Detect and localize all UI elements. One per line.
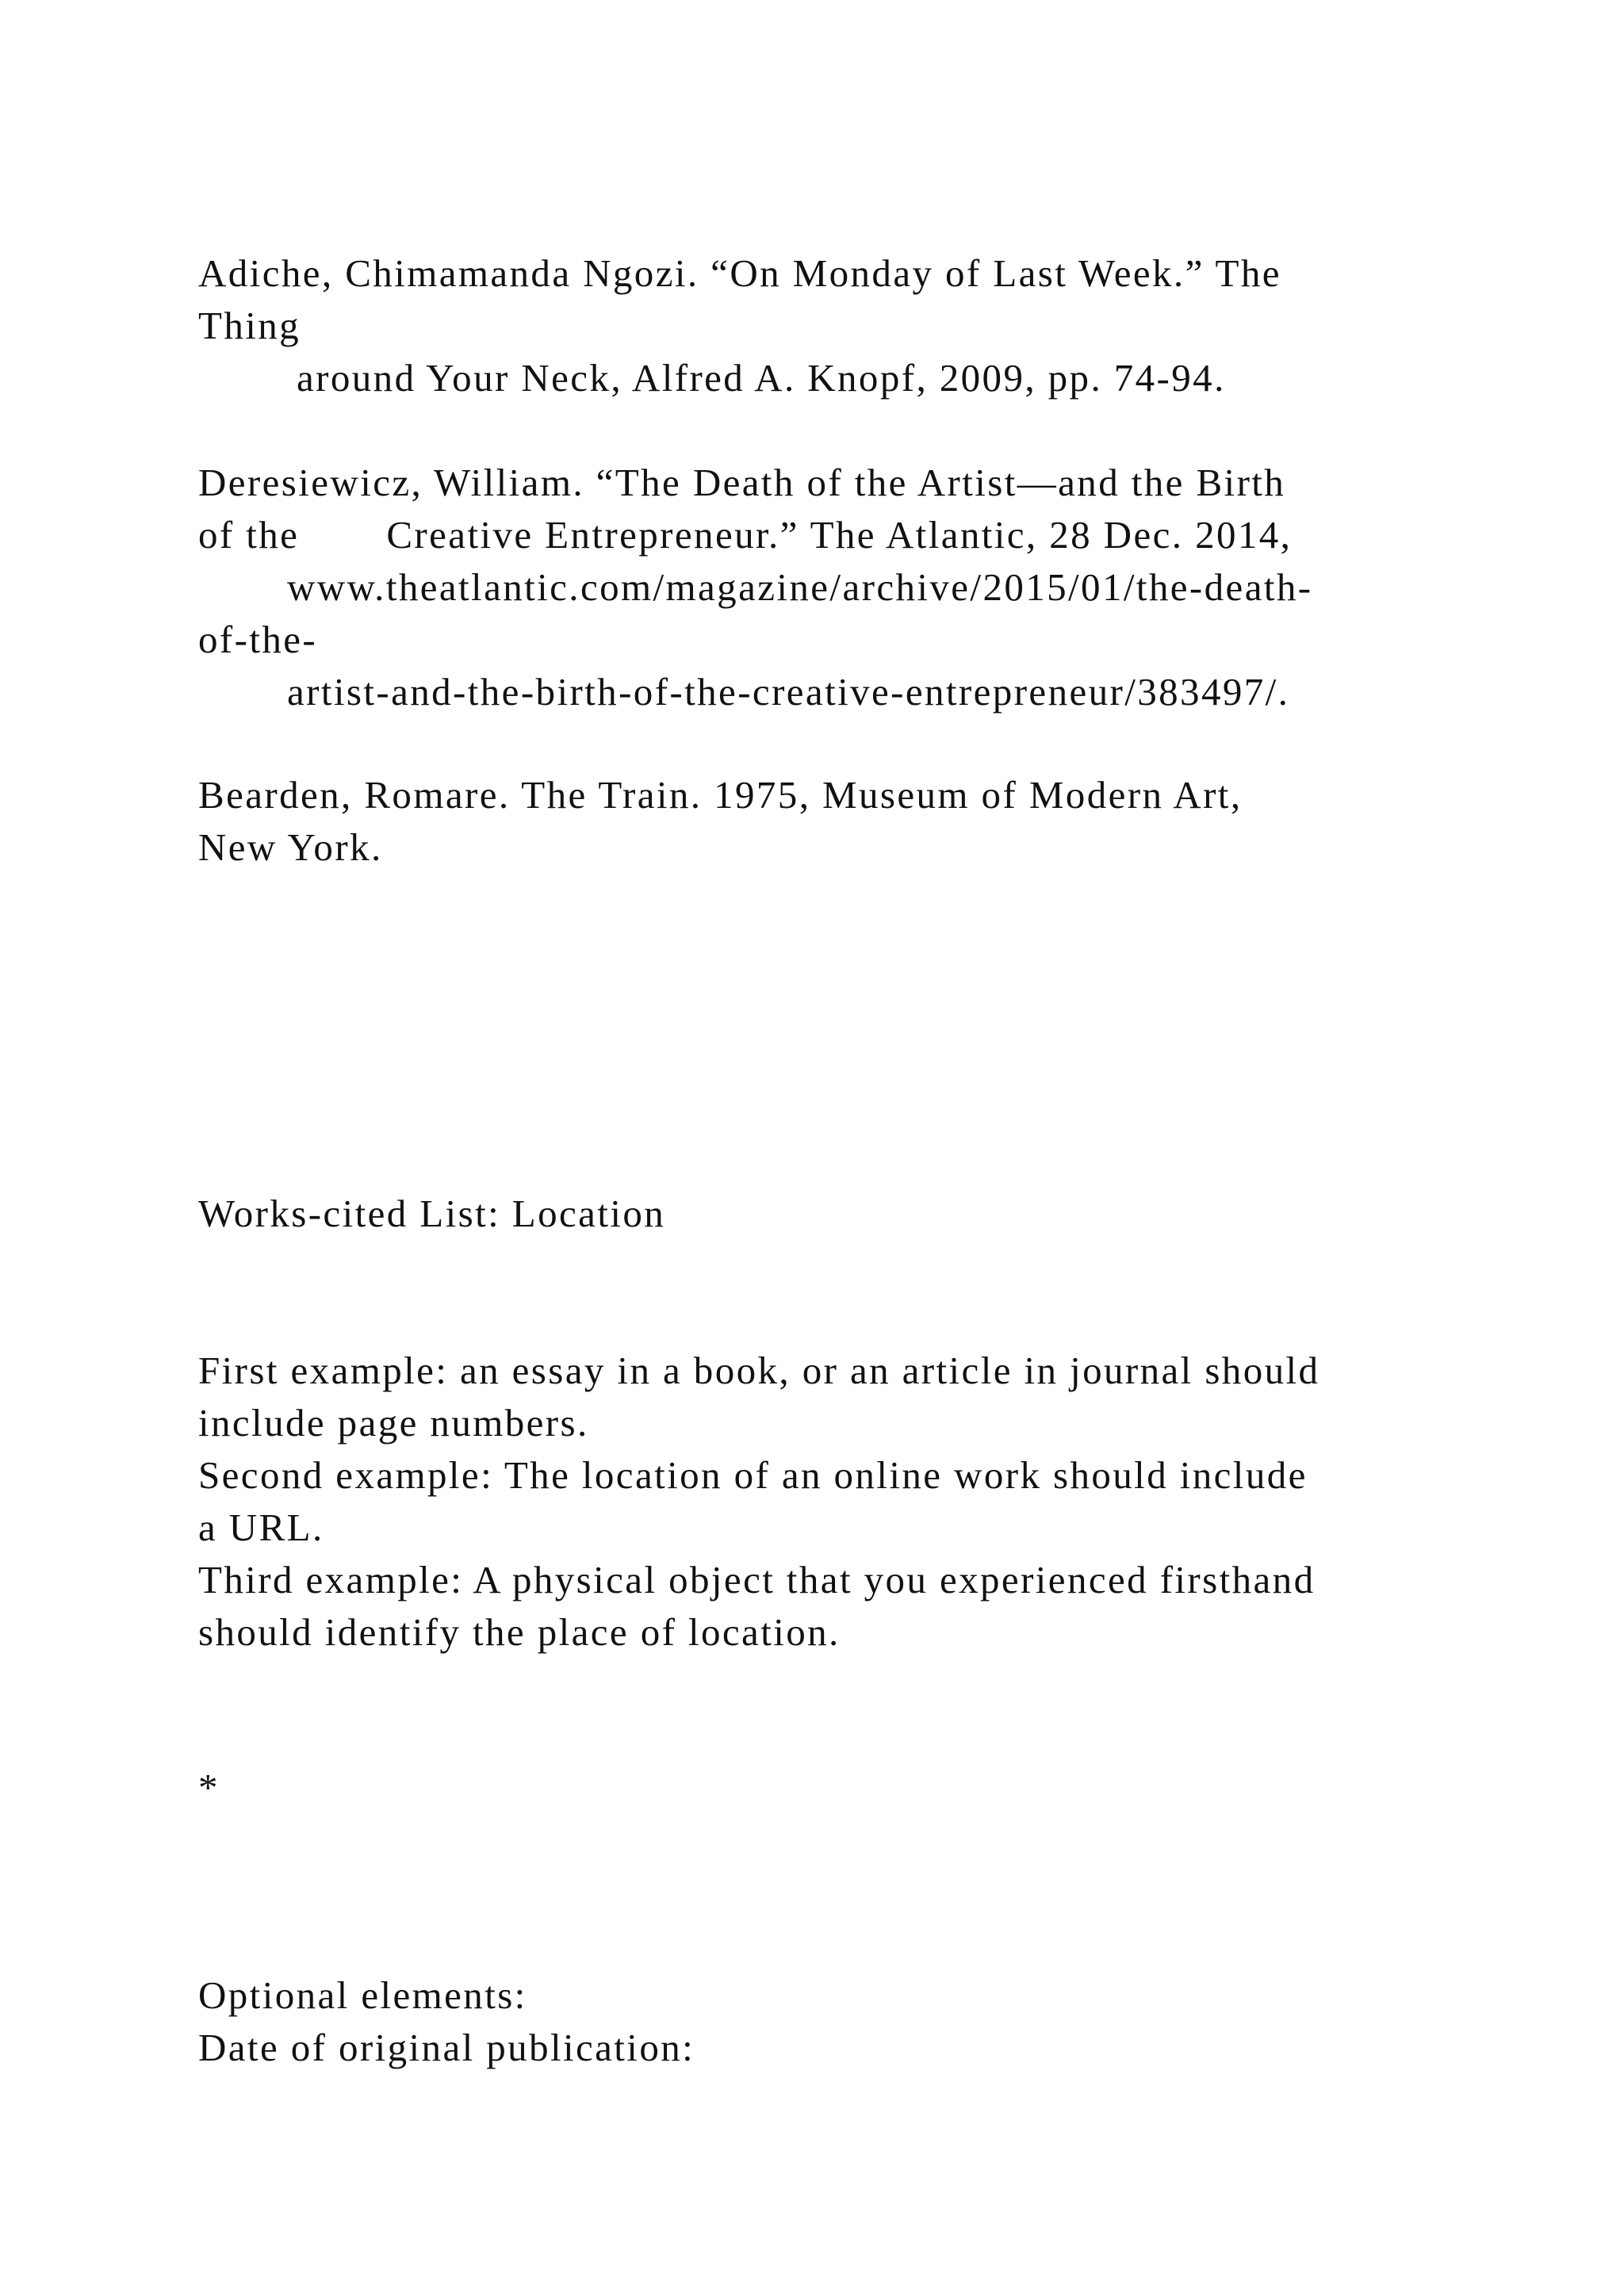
example-line-4: a URL. <box>198 1506 324 1549</box>
citation-deresiewicz-line-4: of-the- <box>198 618 318 661</box>
asterisk-marker: * <box>198 1766 220 1809</box>
citation-deresiewicz-line-3: www.theatlantic.com/magazine/archive/2015/01/the-death- <box>287 565 1313 609</box>
example-line-2: include page numbers. <box>198 1401 589 1445</box>
citation-adiche-line-1: Adiche, Chimamanda Ngozi. “On Monday of Last Week.” The <box>198 251 1281 295</box>
citation-adiche-line-3: around Your Neck, Alfred A. Knopf, 2009, pp. 74-94. <box>297 356 1226 400</box>
citation-bearden-line-1: Bearden, Romare. The Train. 1975, Museum of Modern Art, <box>198 773 1243 817</box>
citation-deresiewicz-line-5: artist-and-the-birth-of-the-creative-entrepreneur/383497/. <box>287 670 1290 714</box>
example-line-3: Second example: The location of an online work should include <box>198 1453 1308 1497</box>
example-line-5: Third example: A physical object that you experienced firsthand <box>198 1558 1316 1601</box>
optional-element-1: Date of original publication: <box>198 2026 695 2069</box>
citation-bearden-line-2: New York. <box>198 825 383 869</box>
example-line-1: First example: an essay in a book, or an article in journal should <box>198 1349 1320 1392</box>
optional-elements-title: Optional elements: <box>198 1973 527 2017</box>
citation-adiche-line-2: Thing <box>198 304 301 347</box>
citation-deresiewicz-line-2a: of the <box>198 513 300 557</box>
section-heading: Works-cited List: Location <box>198 1192 666 1235</box>
citation-deresiewicz-line-2b: Creative Entrepreneur.” The Atlantic, 28 Dec. 2014, <box>386 513 1293 557</box>
citation-deresiewicz-line-2 <box>198 509 1292 561</box>
citation-deresiewicz-line-1: Deresiewicz, William. “The Death of the Artist—and the Birth <box>198 461 1286 504</box>
example-line-6: should identify the place of location. <box>198 1610 841 1654</box>
